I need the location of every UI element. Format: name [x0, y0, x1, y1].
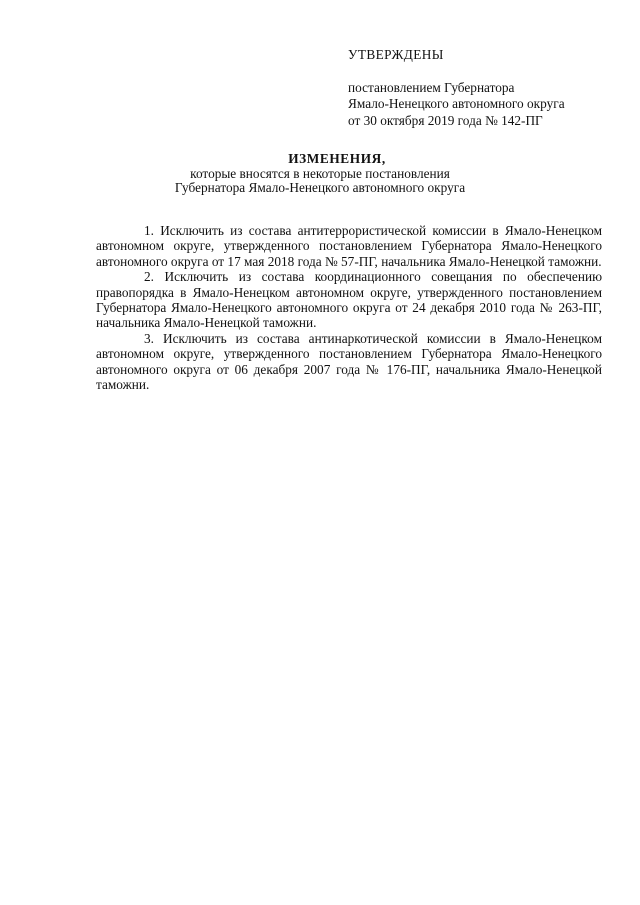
paragraph-3: 3. Исключить из состава антинаркотической комиссии в Ямало-Ненецком автономном округе, утвержденного постановлением Губернатора Ямало-Ненецкого автономного округа от 06 декабря 2007 года № 176-ПГ, начальника Ямало-Ненецкой таможни.	[96, 330, 602, 393]
document-heading	[0, 152, 640, 196]
paragraph-1: 1. Исключить из состава антитеррористической комиссии в Ямало-Ненецком автономном округе, утвержденного постановлением Губернатора Ямало-Ненецкого автономного округа от 17 мая 2018 года № 57-ПГ, начальника Ямало-Ненецкой таможни.	[96, 223, 602, 269]
approval-line-1: постановлением Губернатора	[348, 79, 515, 95]
heading-line-2: Губернатора Ямало-Ненецкого автономного округа	[174, 180, 466, 195]
approval-line-2: Ямало-Ненецкого автономного округа	[348, 96, 565, 111]
approved-label: УТВЕРЖДЕНЫ	[348, 47, 444, 62]
document-title: ИЗМЕНЕНИЯ,	[288, 151, 386, 166]
document-body	[96, 223, 602, 392]
paragraph-2: 2. Исключить из состава координационного совещания по обеспечению правопорядка в Ямало-Ненецком автономном округе, утвержденного постановлением Губернатора Ямало-Ненецкого автономного округа от 24 декабря 2010 года № 263-ПГ, начальника Ямало-Ненецкой таможни.	[96, 269, 602, 331]
approval-stamp	[348, 47, 608, 129]
heading-line-1: которые вносятся в некоторые постановления	[190, 165, 450, 181]
approval-line-3: от 30 октября 2019 года № 142-ПГ	[348, 112, 543, 128]
